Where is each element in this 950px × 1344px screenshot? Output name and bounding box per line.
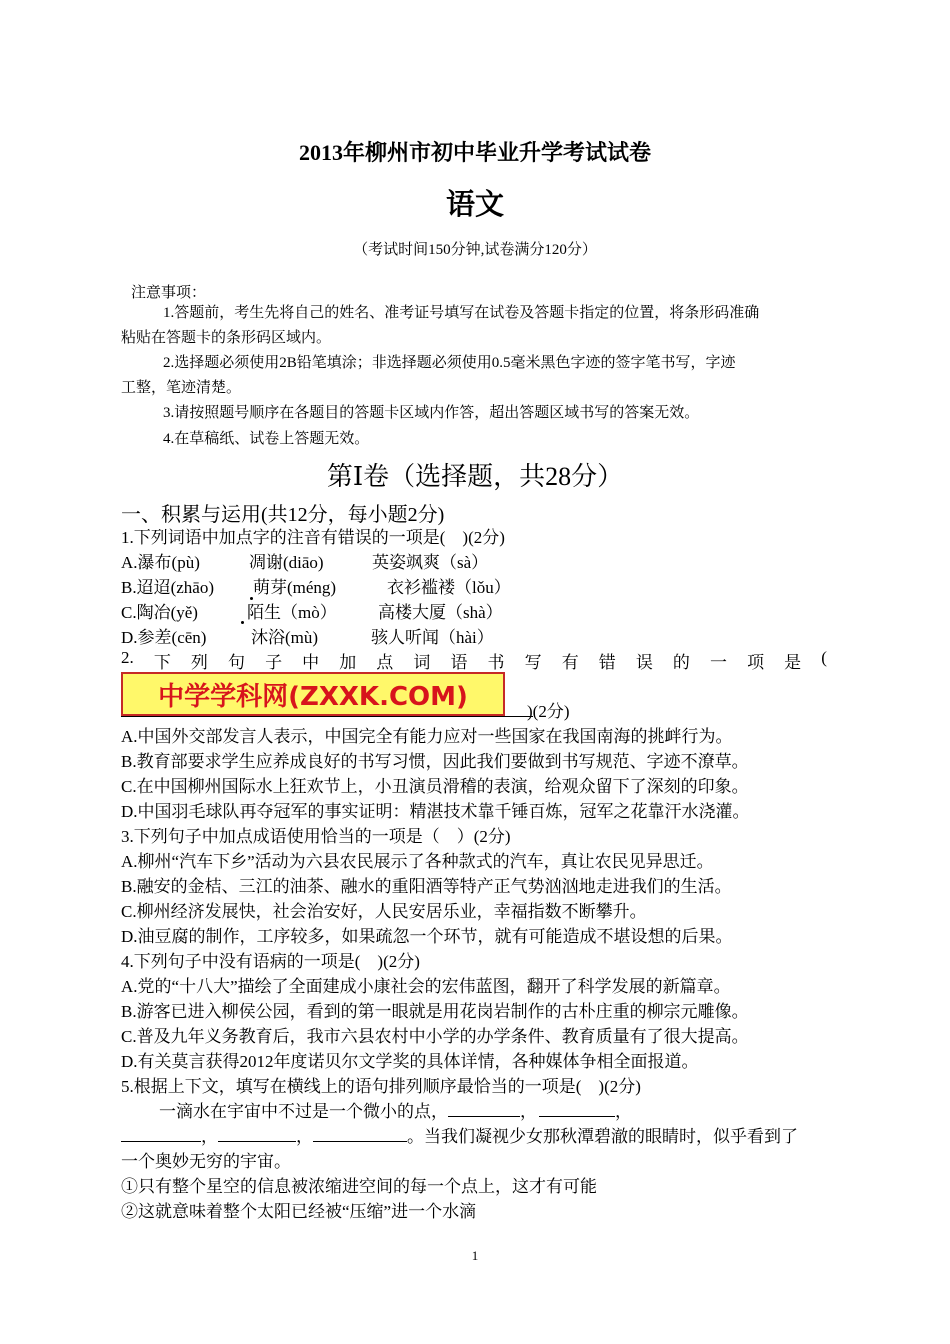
question-3-stem: 3.下列句子中加点成语使用恰当的一项是（ ）(2分) — [121, 827, 511, 846]
answer-blank-line — [121, 716, 533, 717]
q5-item-1: ①只有整个星空的信息被浓缩进空间的每一个点上，这才有可能 — [121, 1177, 597, 1196]
passage-comma: ， — [520, 1102, 537, 1121]
q1-option-b-word1: B.迢迢(zhāo) — [121, 578, 215, 597]
q4-option-d: D.有关莫言获得2012年度诺贝尔文学奖的具体详情，各种媒体争相全面报道。 — [121, 1052, 699, 1071]
q2-option-c: C.在中国柳州国际水上狂欢节上，小丑演员滑稽的表演，给观众留下了深刻的印象。 — [121, 777, 749, 796]
question-5-stem: 5.根据上下文，填写在横线上的语句排列顺序最恰当的一项是( )(2分) — [121, 1077, 641, 1096]
section-title: 第Ⅰ卷（选择题，共28分） — [326, 462, 624, 491]
q2-option-b: B.教育部要求学生应养成良好的书写习惯，因此我们要做到书写规范、字迹不潦草。 — [121, 752, 749, 771]
question-4-stem: 4.下列句子中没有语病的一项是( )(2分) — [121, 952, 420, 971]
stem-char: 子 — [265, 653, 283, 672]
stem-char: 误 — [635, 653, 653, 672]
q1-option-d-word3: 骇人听闻（hài） — [371, 628, 494, 647]
q4-option-c: C.普及九年义务教育后，我市六县农村中小学的办学条件、教育质量有了很大提高。 — [121, 1027, 749, 1046]
q3-option-a: A.柳州“汽车下乡”活动为六县农民展示了各种款式的汽车，真让农民见异思迁。 — [121, 852, 714, 871]
q4-option-b: B.游客已进入柳侯公园，看到的第一眼就是用花岗岩制作的古朴庄重的柳宗元雕像。 — [121, 1002, 749, 1021]
stem-char: 写 — [524, 653, 542, 672]
notice-line: 4.在草稿纸、试卷上答题无效。 — [163, 431, 370, 447]
stem-char: 的 — [672, 653, 690, 672]
passage-comma: ， — [296, 1127, 313, 1146]
q3-option-c: C.柳州经济发展快，社会治安好，人民安居乐业，幸福指数不断攀升。 — [121, 902, 647, 921]
stem-char: 错 — [598, 653, 616, 672]
q1-option-c-word2: 陌生（mò） — [247, 603, 337, 622]
stem-char: 词 — [413, 653, 431, 672]
stem-char: 列 — [190, 653, 208, 672]
notice-line: 粘贴在答题卡的条形码区域内。 — [121, 330, 332, 346]
q5-passage-line2 — [121, 1122, 798, 1147]
subject-title: 语文 — [445, 189, 504, 221]
notice-line: 1.答题前，考生先将自己的姓名、准考证号填写在试卷及答题卡指定的位置，将条形码准确 — [163, 305, 760, 321]
stem-char: 2. — [121, 648, 134, 667]
stem-char: 点 — [376, 653, 394, 672]
q2-option-d: D.中国羽毛球队再夺冠军的事实证明：精湛技术靠千锤百炼，冠军之花靠汗水浇灌。 — [121, 802, 750, 821]
notice-line: 工整，笔迹清楚。 — [121, 380, 242, 396]
q1-option-a-word1: A.瀑布(pù) — [121, 553, 200, 572]
page-number: 1 — [471, 1248, 479, 1263]
passage-text: 。当我们凝视少女那秋潭碧澈的眼睛时，似乎看到了 — [407, 1127, 798, 1146]
notice-heading: 注意事项： — [131, 285, 207, 301]
zxxk-watermark-logo — [121, 672, 505, 716]
exam-title: 2013年柳州市初中毕业升学考试试卷 — [298, 140, 651, 165]
q1-option-a-word2: 凋谢(diāo) — [249, 553, 324, 572]
fill-blank[interactable] — [448, 1102, 520, 1117]
q3-option-b: B.融安的金桔、三江的油茶、融水的重阳酒等特产正气势汹汹地走进我们的生活。 — [121, 877, 732, 896]
stem-char: 书 — [487, 653, 505, 672]
q1-option-d-word2: 沐浴(mù) — [251, 628, 319, 647]
passage-comma: ， — [615, 1102, 632, 1121]
q2-option-a: A.中国外交部发言人表示，中国完全有能力应对一些国家在我国南海的挑衅行为。 — [121, 727, 733, 746]
q5-passage-line3: 一个奥妙无穷的宇宙。 — [121, 1152, 291, 1171]
stem-char: 下 — [153, 653, 171, 672]
stem-char: 是 — [784, 653, 802, 672]
stem-char: 项 — [747, 653, 765, 672]
q5-passage-line1 — [159, 1097, 632, 1122]
stem-char: 加 — [339, 653, 357, 672]
logo-text: 中学学科网(ZXXK.COM) — [158, 681, 468, 712]
fill-blank[interactable] — [539, 1102, 615, 1117]
question-2-stem — [121, 648, 827, 673]
q1-option-a-word3: 英姿飒爽（sà） — [372, 553, 489, 572]
q1-option-d-word1: D.参差(cēn) — [121, 628, 207, 647]
q5-item-2: ②这就意味着整个太阳已经被“压缩”进一个水滴 — [121, 1202, 477, 1221]
q1-option-c-word3: 高楼大厦（shà） — [378, 603, 503, 622]
question-2-stem-end: )(2分) — [527, 702, 570, 721]
q1-option-c-word1: C.陶冶(yě) — [121, 603, 198, 622]
fill-blank[interactable] — [313, 1127, 407, 1142]
stem-char: 语 — [450, 653, 468, 672]
passage-text: 一滴水在宇宙中不过是一个微小的点， — [159, 1102, 448, 1121]
emphasis-dot — [241, 621, 244, 624]
q3-option-d: D.油豆腐的制作，工序较多，如果疏忽一个环节，就有可能造成不堪设想的后果。 — [121, 927, 733, 946]
part-heading: 一、积累与运用(共12分，每小题2分) — [121, 504, 445, 526]
stem-char: 有 — [561, 653, 579, 672]
q1-option-b-word3: 衣衫褴褛（lǒu） — [387, 578, 511, 597]
stem-char: 中 — [302, 653, 320, 672]
q4-option-a: A.党的“十八大”描绘了全面建成小康社会的宏伟蓝图，翻开了科学发展的新篇章。 — [121, 977, 731, 996]
stem-char: ( — [821, 648, 827, 667]
notice-line: 3.请按照题号顺序在各题目的答题卡区域内作答，超出答题区域书写的答案无效。 — [163, 405, 700, 421]
emphasis-dot — [250, 597, 253, 600]
exam-time-note: （考试时间150分钟,试卷满分120分） — [353, 242, 597, 258]
notice-line: 2.选择题必须使用2B铅笔填涂；非选择题必须使用0.5毫米黑色字迹的签字笔书写，字迹 — [163, 355, 736, 371]
q1-option-b-word2: 萌芽(méng) — [253, 578, 337, 597]
passage-comma: ， — [201, 1127, 218, 1146]
fill-blank[interactable] — [218, 1127, 296, 1142]
stem-char: 一 — [710, 653, 727, 672]
fill-blank[interactable] — [121, 1127, 201, 1142]
stem-char: 句 — [227, 653, 245, 672]
question-1-stem: 1.下列词语中加点字的注音有错误的一项是( )(2分) — [121, 528, 505, 547]
